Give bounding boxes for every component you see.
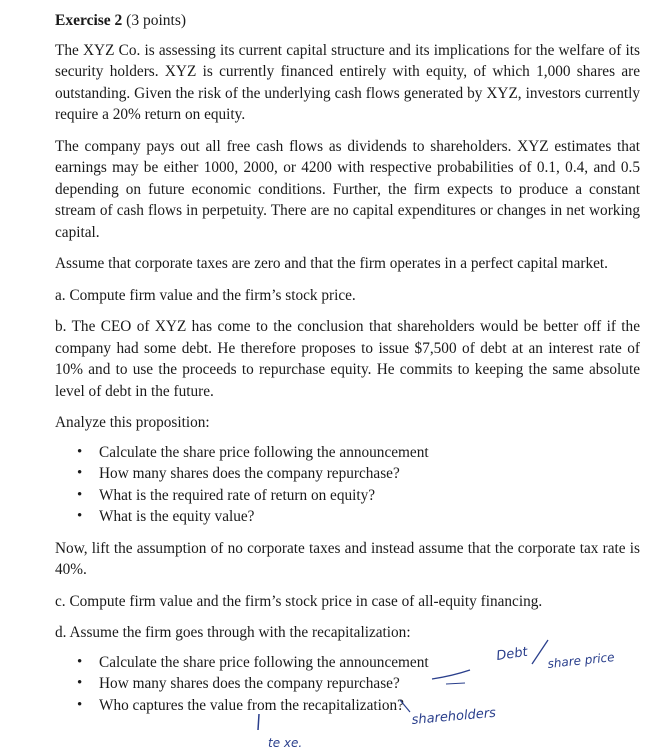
handwritten-shareholders: shareholders — [411, 705, 497, 728]
handwritten-debt: Debt — [495, 644, 529, 664]
intro-paragraph-2: The company pays out all free cash flows as dividends to shareholders. XYZ estimates that earnings may be either 1000, 2000, or 4200 with respective probabilities of 0.1, 0.4, and 0.5 depending on future economic conditions. Further, the firm expects to produce a constant stream of cash flows in perpetuity. There are no capital expenditures or changes in net working capital. — [55, 137, 640, 241]
bullet-icon: • — [77, 675, 83, 691]
part-a-question: a. Compute firm value and the firm’s stock price. — [55, 286, 356, 304]
intro-paragraph-1: The XYZ Co. is assessing its current capital structure and its implications for the welfare of its security holders. XYZ is currently financed entirely with equity, of which 1,000 shares are outstanding. Given the risk of the underlying cash flows generated by XYZ, investors currently require a 20% return on equity. — [55, 41, 640, 123]
handwritten-underline-mark — [432, 670, 470, 679]
list-item: • How many shares does the company repurchase? — [77, 673, 640, 695]
bullet-icon: • — [77, 653, 83, 670]
bullet-icon: • — [77, 465, 83, 481]
exercise-title: Exercise 2 — [55, 12, 123, 29]
list-item: • What is the required rate of return on equity? — [77, 485, 640, 507]
handwritten-note: te xe. — [268, 736, 303, 750]
list-item: • How many shares does the company repurchase? — [77, 463, 640, 485]
handwritten-dash-mark — [446, 683, 465, 684]
bullet-icon: • — [77, 508, 83, 524]
part-c-question: c. Compute firm value and the firm’s stock price in case of all-equity financing. — [55, 592, 543, 610]
analyze-heading: Analyze this proposition: — [55, 414, 210, 431]
list-item: • Who captures the value from the recapitalization? — [77, 695, 640, 717]
intro-paragraph-3: Assume that corporate taxes are zero and that the firm operates in a perfect capital market. — [55, 255, 608, 272]
bullet-icon: • — [77, 696, 83, 713]
list-item: • What is the equity value? — [77, 506, 640, 528]
bullet-icon: • — [77, 486, 83, 503]
handwritten-stroke-mark — [258, 714, 259, 730]
list-item: • Calculate the share price following the announcement — [77, 442, 640, 464]
exercise-points: (3 points) — [126, 12, 187, 29]
bullet-icon: • — [77, 443, 83, 460]
handwritten-arrow-mark — [400, 700, 410, 712]
handwritten-slash-mark — [532, 640, 548, 664]
part-d-question: d. Assume the firm goes through with the recapitalization: — [55, 624, 411, 641]
list-item: • Calculate the share price following the announcement — [77, 652, 640, 674]
handwritten-share-price: share price — [546, 650, 616, 671]
part-b-question: b. The CEO of XYZ has come to the conclusion that shareholders would be better off if the company had some debt. He therefore proposes to issue $7,500 of debt at an interest rate of 10% and to use the proceeds to repurchase equity. He commits to keeping the same absolute level of debt in the future. — [55, 318, 640, 400]
tax-assumption-paragraph: Now, lift the assumption of no corporate taxes and instead assume that the corporate tax rate is 40%. — [55, 539, 640, 578]
